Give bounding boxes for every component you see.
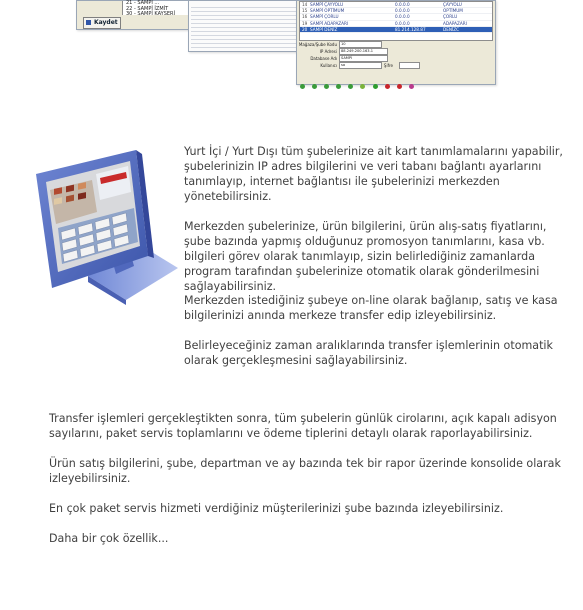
branch-name: SAMPİ DENİZ	[310, 26, 338, 32]
pos-terminal-icon	[30, 148, 178, 306]
branch-db: DENİZC	[443, 26, 460, 32]
feature-paragraph-task-distribution: Merkezden şubelerinize, ürün bilgilerini, ürün alış-satış fiyatlarını, şube bazında yapmış olduğunuz promosyon tanımlarını, kasa vb. bilgileri görev olarak tanımlayıp, sizin belirlediğiniz zamanlarda program tarafından şubelerinize otomatik olarak gönderilmesini sağlayabilirsiniz.	[184, 220, 547, 293]
window-toolbar	[300, 74, 416, 81]
table-row-selected[interactable]	[300, 27, 492, 33]
feature-paragraph-automatic-transfer: Belirleyeceğiniz zaman aralıklarında transfer işlemlerinin otomatik olarak gerçekleşmesini sağlayabilirsiniz.	[184, 339, 553, 367]
toolbar-green-icon[interactable]	[312, 84, 317, 89]
branch-db: ADAPAZARI	[443, 20, 467, 26]
row-number: 16	[302, 14, 308, 20]
feature-paragraph-reporting: Transfer işlemleri gerçekleştikten sonra, tüm şubelerin günlük cirolarını, açık kapalı adisyon sayılarını, paket servis toplamlarını ve ödeme tiplerini detaylı olarak raporlayabilirsiniz.	[49, 412, 557, 440]
password-label: Şifre	[383, 63, 393, 68]
floppy-disk-icon	[86, 20, 91, 25]
user-label: Kullanıcı	[320, 63, 337, 68]
branch-db: ÇORLU	[443, 14, 458, 20]
toolbar-red-icon[interactable]	[409, 84, 414, 89]
branch-ip: 0.0.0.0	[395, 2, 410, 7]
branch-ip: 81.214.128.87	[395, 26, 426, 32]
more-features-text: Daha bir çok özellik...	[49, 532, 169, 545]
row-number: 14	[302, 2, 308, 7]
feature-paragraph-online-connection: Merkezden istediğiniz şubeye on-line olarak bağlanıp, satış ve kasa bilgilerinizi anında merkeze transfer edip izleyebilirsiniz.	[184, 294, 558, 322]
ip-label: IP Adresi	[319, 49, 337, 54]
toolbar-green-icon[interactable]	[300, 84, 305, 89]
toolbar-red-icon[interactable]	[397, 84, 402, 89]
row-number: 19	[302, 20, 308, 26]
branch-settings-window	[296, 0, 496, 85]
branch-name: SAMPİ ÇORLU	[310, 14, 339, 20]
row-number: 20	[302, 26, 308, 32]
toolbar-green-icon[interactable]	[324, 84, 329, 89]
branch-ip: 0.0.0.0	[395, 14, 410, 20]
branch-list	[122, 1, 195, 15]
feature-paragraph-consolidated-report: Ürün satış bilgilerini, şube, departman ve ay bazında tek bir rapor üzerinde konsolide olarak izleyebilirsiniz.	[49, 457, 561, 485]
branch-name: SAMPİ ÇAYYOLU	[310, 2, 344, 7]
user-field[interactable]: sa	[339, 62, 382, 69]
save-button-label: Kaydet	[94, 19, 118, 26]
ip-field[interactable]: 88.249.200.163.1	[339, 48, 388, 55]
branch-table	[299, 1, 493, 41]
toolbar-green-icon[interactable]	[348, 84, 353, 89]
save-button[interactable]	[83, 17, 121, 29]
db-label: Database Adı	[310, 56, 337, 61]
list-item[interactable]: 21 - SAMPİ ...	[126, 0, 160, 6]
branch-name: SAMPİ ADAPAZARI	[310, 20, 349, 26]
password-field[interactable]	[399, 62, 420, 69]
db-field[interactable]: SAMPİ	[339, 55, 388, 62]
list-item[interactable]: 22 - SAMPİ İZMİT	[126, 5, 169, 12]
branch-db: ÇAYYOLU	[443, 2, 462, 7]
toolbar-red-icon[interactable]	[385, 84, 390, 89]
branch-ip: 0.0.0.0	[395, 20, 410, 26]
feature-paragraph-delivery-customers: En çok paket servis hizmeti verdiğiniz müşterilerinizi şube bazında izleyebilirsiniz.	[49, 502, 504, 515]
branch-ip: 0.0.0.0	[395, 8, 410, 14]
feature-paragraph-branch-management: Yurt İçi / Yurt Dışı tüm şubelerinize ait kart tanımlamalarını yapabilir, şubelerinizin IP adres bilgilerini ve veri tabanı bağlantı ayarlarını tanımlayıp, internet bağlantısı ile şubelerinizi merkezden yönetebilirsiniz.	[184, 145, 563, 203]
branch-db: OPTİMUM	[443, 8, 463, 14]
list-item[interactable]: 30 - SAMPİ KAYSERİ	[126, 11, 175, 17]
checkmark-icon[interactable]	[373, 84, 378, 89]
branch-code-label: Mağaza/Şube Kodu	[298, 42, 337, 47]
branch-list-window	[76, 0, 196, 30]
toolbar-green-icon[interactable]	[360, 84, 365, 89]
branch-code-field[interactable]: 10	[339, 41, 382, 48]
branch-name: SAMPİ OPTİMUM	[310, 8, 345, 14]
row-number: 15	[302, 8, 308, 14]
branch-form	[299, 41, 491, 71]
toolbar-green-icon[interactable]	[336, 84, 341, 89]
